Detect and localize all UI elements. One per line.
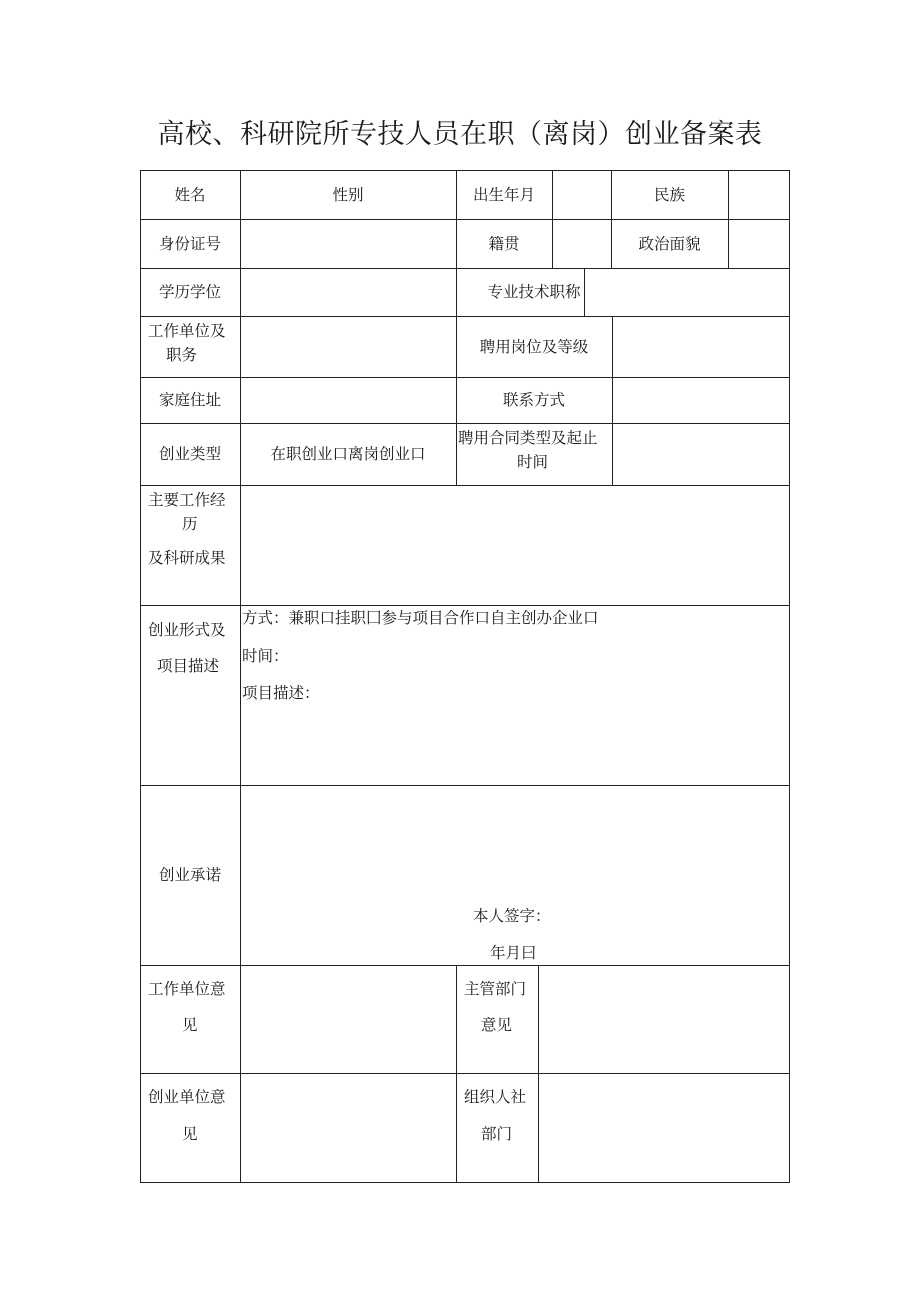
label-work-unit-opinion: 工作单位意 [148,980,226,998]
field-id-number[interactable] [240,219,456,268]
field-contact[interactable] [612,377,789,423]
border-line [140,170,141,1183]
label-contract-period: 时间 [517,453,549,471]
label-gender: 性别 [332,185,364,204]
label-hr-dept-cont: 部门 [481,1125,513,1143]
label-birth-date: 出生年月 [472,185,535,204]
signature-field[interactable]: 本人签字： [473,907,551,925]
label-employment-position: 聘用岗位及等级 [479,337,589,356]
field-work-unit[interactable] [240,316,456,377]
field-education[interactable] [240,268,456,316]
border-line [140,1182,790,1183]
label-contact: 联系方式 [502,391,565,409]
border-line [789,170,790,1183]
label-startup-unit-opinion: 创业单位意 [148,1088,226,1106]
label-startup-commitment: 创业承诺 [158,866,221,884]
label-education: 学历学位 [158,283,221,301]
label-hr-dept: 组织人社 [464,1088,527,1106]
label-home-address: 家庭住址 [158,391,221,409]
label-project-description: 项目描述 [157,657,220,675]
label-supervising-dept: 主管部门 [464,980,527,998]
field-supervising-dept-opinion[interactable] [538,965,789,1073]
field-native-place[interactable] [552,219,611,268]
startup-type-options[interactable]: 在职创业口离岗创业口 [270,445,426,463]
date-field[interactable]: 年月曰 [490,944,537,962]
label-political-status: 政治面貌 [638,234,701,253]
field-startup-unit-opinion[interactable] [240,1073,456,1182]
label-native-place: 籍贯 [488,234,520,253]
label-professional-title: 专业技术职称 [487,283,581,301]
field-home-address[interactable] [240,377,456,423]
startup-method-options[interactable]: 方式：兼职口挂职囗参与项目合作口自主创办企业口 [242,609,599,627]
label-work-unit: 工作单位及 [148,322,226,340]
field-work-unit-opinion[interactable] [240,965,456,1073]
field-birth-date[interactable] [552,170,611,219]
project-description-field[interactable]: 项目描述： [242,684,320,702]
document-title: 高校、科研院所专技人员在职（离岗）创业备案表 [157,119,763,150]
field-employment-position[interactable] [612,316,789,377]
label-work-unit-opinion-cont: 见 [182,1016,198,1034]
field-work-experience[interactable] [240,485,789,605]
label-startup-form: 创业形式及 [148,621,226,639]
field-political-status[interactable] [728,219,789,268]
label-contract-type: 聘用合同类型及起止 [458,429,598,447]
border-line [456,965,457,1183]
label-research-achievements: 及科研成果 [148,549,226,567]
label-name: 姓名 [174,185,206,204]
field-hr-dept-opinion[interactable] [538,1073,789,1182]
field-ethnicity[interactable] [728,170,789,219]
label-ethnicity: 民族 [653,185,685,204]
field-contract[interactable] [612,423,789,485]
label-startup-type: 创业类型 [158,445,221,463]
label-work-experience: 主要工作经 [148,491,226,509]
label-startup-unit-opinion-cont: 见 [182,1125,198,1143]
startup-time-field[interactable]: 时间： [242,647,289,665]
label-id-number: 身份证号 [158,234,221,253]
label-supervising-dept-opinion: 意见 [481,1016,513,1034]
field-professional-title[interactable] [612,268,789,316]
label-work-experience-cont: 历 [182,515,198,533]
label-work-unit-position: 职务 [166,346,198,364]
